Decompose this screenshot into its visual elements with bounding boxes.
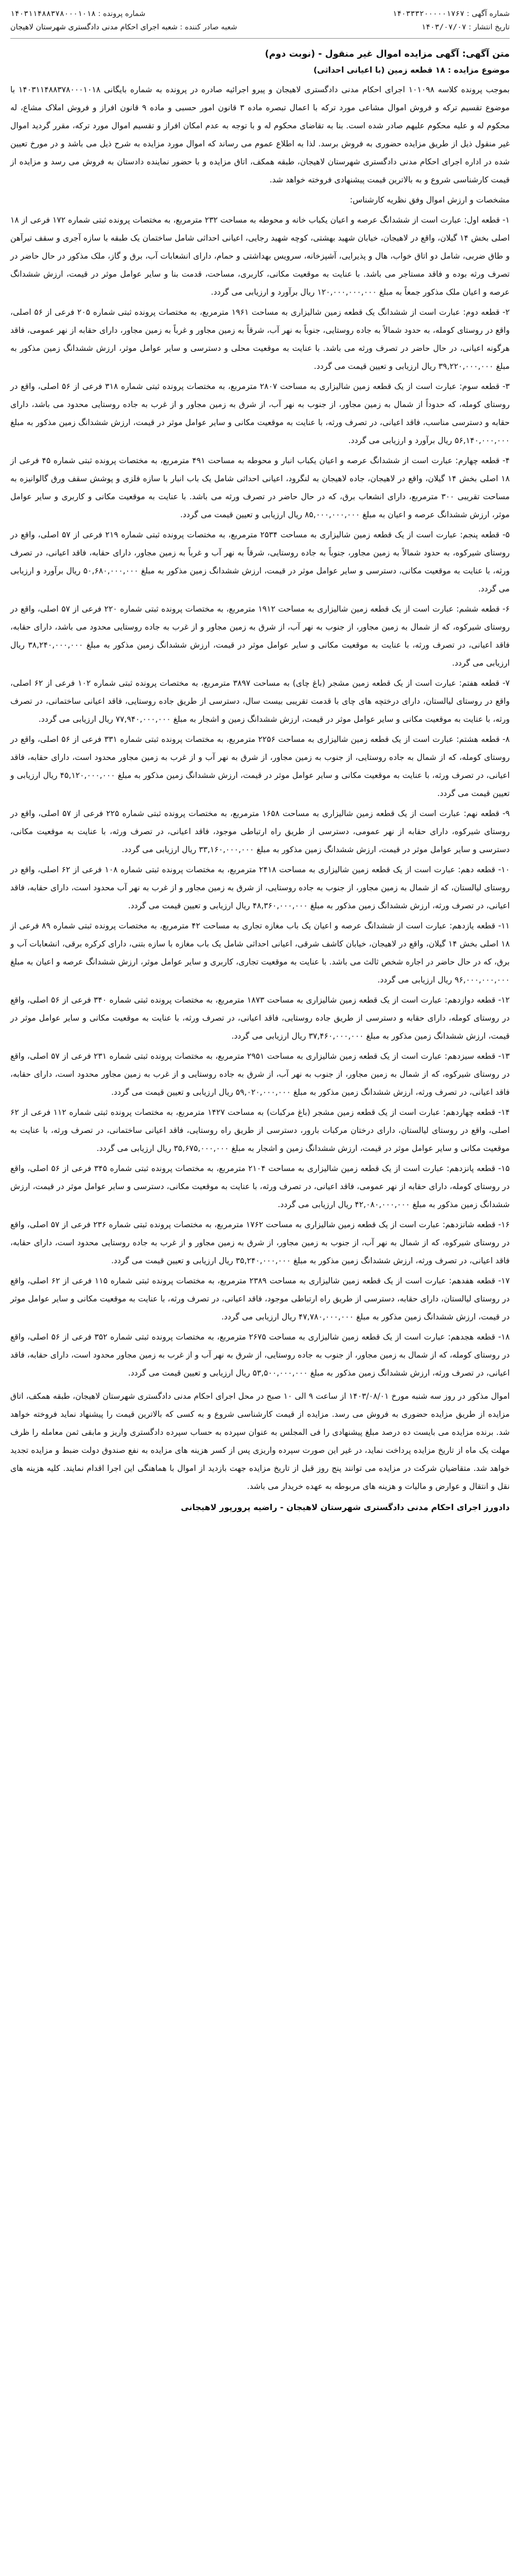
signature-line: دادورز اجرای احکام مدنی دادگستری شهرستان لاهیجان - راضیه پرورپور لاهیجانی	[181, 1502, 510, 1512]
property-item: ۶- قطعه ششم: عبارت است از یک قطعه زمین شالیزاری به مساحت ۱۹۱۲ مترمربع، به مختصات پرونده ثبتی شماره ۲۲۰ فرعی از ۵۷ اصلی، واقع در روستای شیرکوه، که از شمال به زمین مجاور، از جنوب به نهر آب، از شرق به زمین مجاور و از غرب به جاده روستایی محدود می باشد، دارای حقابه، فاقد اعیانی، در تصرف ورثه، با عنایت به موقعیت مکانی و سایر عوامل موثر در قیمت، ارزش ششدانگ زمین مذکور به مبلغ ۳۸,۲۴۰,۰۰۰,۰۰۰ ریال ارزیابی می گردد.	[10, 604, 510, 668]
property-item: ۱۶- قطعه شانزدهم: عبارت است از یک قطعه زمین شالیزاری به مساحت ۱۷۶۲ مترمربع، به مختصات پرونده ثبتی شماره ۲۳۶ فرعی از ۵۷ اصلی، واقع در روستای شیرکوه، که از شمال به نهر آب، از جنوب به زمین مجاور، از شرق به زمین مجاور و از غرب به جاده روستایی محدود است، دارای حقابه، فاقد اعیانی، در تصرف ورثه، ارزش ششدانگ زمین مذکور به مبلغ ۳۵,۲۴۰,۰۰۰,۰۰۰ ریال ارزیابی و تعیین قیمت می گردد.	[10, 1220, 510, 1265]
issuing-court	[10, 21, 237, 34]
register-number	[10, 7, 145, 21]
publish-date	[421, 21, 510, 34]
notice-subject: موضوع مزایده : ۱۸ قطعه زمین (با اعیانی احداثی)	[313, 65, 510, 75]
property-item: ۷- قطعه هفتم: عبارت است از یک قطعه زمین مشجر (باغ چای) به مساحت ۳۸۹۷ مترمربع، به مختصات پرونده ثبتی شماره ۱۰۲ فرعی از ۶۲ اصلی، واقع در روستای لیالستان، دارای درختچه های چای با قدمت تقریبی بیست سال، دسترسی از طریق جاده روستایی، فاقد اعیانی ساختمانی، در تصرف ورثه، با عنایت به موقعیت مکانی و سایر عوامل موثر در قیمت، ارزش ششدانگ زمین و اشجار به مبلغ ۷۷,۹۴۰,۰۰۰,۰۰۰ ریال ارزیابی می گردد.	[10, 679, 510, 724]
property-item: ۱۰- قطعه دهم: عبارت است از یک قطعه زمین شالیزاری به مساحت ۲۴۱۸ مترمربع، به مختصات پرونده ثبتی شماره ۱۰۸ فرعی از ۶۲ اصلی، واقع در روستای لیالستان، که از شمال به زمین مجاور، از جنوب به جاده روستایی، از شرق به زمین مجاور و از غرب به نهر آب محدود است، دارای حقابه، فاقد اعیانی، در تصرف ورثه، ارزش ششدانگ زمین مذکور به مبلغ ۴۸,۳۶۰,۰۰۰,۰۰۰ ریال ارزیابی و تعیین قیمت می گردد.	[10, 865, 510, 910]
notice-title: متن آگهی: آگهی مزایده اموال غیر منقول - (نوبت دوم)	[265, 49, 510, 59]
property-item: ۹- قطعه نهم: عبارت است از یک قطعه زمین شالیزاری به مساحت ۱۶۵۸ مترمربع، به مختصات پرونده ثبتی شماره ۲۲۵ فرعی از ۵۷ اصلی، واقع در روستای شیرکوه، دارای حقابه از نهر عمومی، دسترسی از طریق راه ارتباطی موجود، فاقد اعیانی، در تصرف ورثه، با عنایت به موقعیت مکانی، دسترسی و سایر عوامل موثر در قیمت، ارزش ششدانگ زمین مذکور به مبلغ ۳۳,۱۶۰,۰۰۰,۰۰۰ ریال ارزیابی می گردد.	[10, 809, 510, 854]
intro-paragraph: بموجب پرونده کلاسه ۱۰۱۰۹۸ اجرای احکام مدنی دادگستری لاهیجان و پیرو اجرائیه صادره در پرونده به شماره بایگانی ۱۴۰۳۱۱۴۸۸۳۷۸۰۰۰۱۰۱۸ با موضوع تقسیم ترکه و فروش اموال مشاعی مورد ترکه با اعمال تبصره ماده ۳ قانون امور حسبی و ماده ۹ قانون افراز و فروش املاک مشاع، له محکوم له و علیه محکوم علیهم صادر شده است. بنا به تقاضای محکوم له و با توجه به عدم امکان افراز و تقسیم اموال مورد ترکه، مقرر گردید اموال غیر منقول ذیل از طریق مزایده حضوری به فروش برسد. لذا به اطلاع عموم می رساند که اموال مورد مزایده به شرح ذیل می باشد و در مورخ تعیین شده در اداره اجرای احکام مدنی دادگستری شهرستان لاهیجان، طبقه همکف، اتاق مزایده و با حضور نماینده دادستان به فروش می رسد و مزایده از قیمت کارشناسی شروع و به بالاترین قیمت پیشنهادی فروخته خواهد شد.	[10, 85, 510, 184]
property-item: ۱۸- قطعه هجدهم: عبارت است از یک قطعه زمین شالیزاری به مساحت ۲۶۷۵ مترمربع، به مختصات پرونده ثبتی شماره ۳۵۲ فرعی از ۵۶ اصلی، واقع در روستای کومله، که از شمال به زمین مجاور، از جنوب به جاده روستایی، از شرق به نهر آب و از غرب به زمین مجاور محدود است، دارای حقابه، فاقد اعیانی، در تصرف ورثه، ارزش ششدانگ زمین مذکور به مبلغ ۵۳,۵۰۰,۰۰۰,۰۰۰ ریال ارزیابی و تعیین قیمت می گردد.	[10, 1332, 510, 1378]
property-item: ۱۳- قطعه سیزدهم: عبارت است از یک قطعه زمین شالیزاری به مساحت ۲۹۵۱ مترمربع، به مختصات پرونده ثبتی شماره ۲۳۱ فرعی از ۵۷ اصلی، واقع در روستای شیرکوه، که از شمال به زمین مجاور، از جنوب به نهر آب، از شرق به جاده روستایی و از غرب به زمین مجاور محدود است، دارای حقابه، فاقد اعیانی، در تصرف ورثه، ارزش ششدانگ زمین مذکور به مبلغ ۵۹,۰۲۰,۰۰۰,۰۰۰ ریال ارزیابی و تعیین قیمت می گردد.	[10, 1052, 510, 1097]
date-label: تاریخ انتشار :	[469, 23, 510, 31]
valuation-heading: مشخصات و ارزش اموال وفق نظریه کارشناس:	[350, 195, 510, 205]
property-item: ۸- قطعه هشتم: عبارت است از یک قطعه زمین شالیزاری به مساحت ۲۲۵۶ مترمربع، به مختصات پرونده ثبتی شماره ۳۳۱ فرعی از ۵۶ اصلی، واقع در روستای کومله، که از شمال به جاده روستایی، از جنوب به زمین مجاور، از شرق به نهر آب و از غرب به زمین مجاور محدود است، دارای حقابه، فاقد اعیانی، در تصرف ورثه، با عنایت به موقعیت مکانی و سایر عوامل موثر در قیمت، ارزش ششدانگ زمین مذکور به مبلغ ۴۵,۱۲۰,۰۰۰,۰۰۰ ریال ارزیابی و تعیین قیمت می گردد.	[10, 735, 510, 798]
property-item: ۱۲- قطعه دوازدهم: عبارت است از یک قطعه زمین شالیزاری به مساحت ۱۸۷۳ مترمربع، به مختصات پرونده ثبتی شماره ۳۴۰ فرعی از ۵۶ اصلی، واقع در روستای کومله، دارای حقابه و دسترسی از طریق جاده روستایی، فاقد اعیانی، در تصرف ورثه، با عنایت به موقعیت مکانی و سایر عوامل موثر در قیمت، ارزش ششدانگ زمین مذکور به مبلغ ۳۷,۴۶۰,۰۰۰,۰۰۰ ریال ارزیابی می گردد.	[10, 995, 510, 1041]
notice-body	[10, 81, 510, 1382]
auction-terms: اموال مذکور در روز سه شنبه مورخ ۱۴۰۳/۰۸/۰۱ از ساعت ۹ الی ۱۰ صبح در محل اجرای احکام مدنی دادگستری شهرستان لاهیجان، طبقه همکف، اتاق مزایده از طریق مزایده حضوری به فروش می رسد. مزایده از قیمت کارشناسی شروع و به کسی که بالاترین قیمت را پیشنهاد نماید فروخته خواهد شد. برنده مزایده می بایست ده درصد مبلغ پیشنهادی را فی المجلس به عنوان سپرده به حساب سپرده دادگستری واریز و مابقی ثمن معامله را ظرف مهلت یک ماه از تاریخ مزایده پرداخت نماید، در غیر این صورت سپرده واریزی پس از کسر هزینه های مزایده به نفع صندوق دولت ضبط و مزایده تجدید خواهد شد. متقاضیان شرکت در مزایده می توانند پنج روز قبل از تاریخ مزایده جهت بازدید از اموال با هماهنگی این اجرا اقدام نمایند. کلیه هزینه های نقل و انتقال و عوارض و مالیات و هزینه های مربوطه به عهده خریدار می باشد.	[10, 1392, 510, 1491]
serial-value: ۱۴۰۳۳۳۲۰۰۰۰۰۱۷۶۷	[392, 10, 465, 18]
property-item: ۱- قطعه اول: عبارت است از ششدانگ عرصه و اعیان یکباب خانه و محوطه به مساحت ۲۳۲ مترمربع، به مختصات پرونده ثبتی شماره ۱۷۲ فرعی از ۱۸ اصلی بخش ۱۴ گیلان، واقع در لاهیجان، خیابان شهید بهشتی، کوچه شهید رجایی، اعیانی احداثی شامل ساختمان یک طبقه با سازه آجری و سقف تیرآهن و طاق ضربی، شامل دو اتاق خواب، هال و پذیرایی، آشپزخانه، سرویس بهداشتی و حمام، دارای انشعابات آب، برق و گاز، ملک مذکور در حال حاضر در تصرف ورثه بوده و فاقد مستاجر می باشد. با عنایت به موقعیت مکانی، کاربری، مساحت، قدمت بنا و سایر عوامل موثر در قیمت، ارزش ششدانگ عرصه و اعیان ملک مذکور جمعاً به مبلغ ۱۲۰,۰۰۰,۰۰۰,۰۰۰ ریال برآورد و ارزیابی می گردد.	[10, 215, 510, 297]
court-value: شعبه اجرای احکام مدنی دادگستری شهرستان لاهیجان	[10, 23, 178, 31]
court-label: شعبه صادر کننده :	[180, 23, 237, 31]
property-item: ۱۱- قطعه یازدهم: عبارت است از ششدانگ عرصه و اعیان یک باب مغازه تجاری به مساحت ۴۲ مترمربع، به مختصات پرونده ثبتی شماره ۸۹ فرعی از ۱۸ اصلی بخش ۱۴ گیلان، واقع در لاهیجان، خیابان کاشف شرقی، اعیانی احداثی شامل یک باب مغازه با سازه بتنی، دارای کرکره برقی، انشعابات آب و برق، که در حال حاضر در اجاره شخص ثالث می باشد. با عنایت به موقعیت تجاری، کاربری و سایر عوامل موثر، ارزش ششدانگ عرصه و اعیان به مبلغ ۹۶,۰۰۰,۰۰۰,۰۰۰ ریال ارزیابی می گردد.	[10, 921, 510, 985]
date-value: ۱۴۰۳/۰۷/۰۷	[421, 23, 466, 31]
property-item: ۱۵- قطعه پانزدهم: عبارت است از یک قطعه زمین شالیزاری به مساحت ۲۱۰۴ مترمربع، به مختصات پرونده ثبتی شماره ۳۴۵ فرعی از ۵۶ اصلی، واقع در روستای کومله، دارای حقابه از نهر عمومی، فاقد اعیانی، در تصرف ورثه، با عنایت به موقعیت مکانی، دسترسی و سایر عوامل موثر در قیمت، ارزش ششدانگ زمین مذکور به مبلغ ۴۲,۰۸۰,۰۰۰,۰۰۰ ریال ارزیابی می گردد.	[10, 1164, 510, 1209]
property-item: ۴- قطعه چهارم: عبارت است از ششدانگ عرصه و اعیان یکباب انبار و محوطه به مساحت ۴۹۱ مترمربع، به مختصات پرونده ثبتی شماره ۴۵ فرعی از ۱۸ اصلی بخش ۱۴ گیلان، واقع در لاهیجان، جاده لاهیجان به لنگرود، اعیانی احداثی شامل یک باب انبار با سازه فلزی و پوشش سقف ورق گالوانیزه به مساحت تقریبی ۳۰۰ مترمربع، دارای انشعاب برق، که در حال حاضر در تصرف ورثه می باشد. با عنایت به موقعیت مکانی و کاربری و سایر عوامل موثر، ارزش ششدانگ عرصه و اعیان به مبلغ ۸۵,۰۰۰,۰۰۰,۰۰۰ ریال ارزیابی و تعیین قیمت می گردد.	[10, 456, 510, 519]
notice-header	[10, 7, 510, 39]
serial-label: شماره آگهی :	[466, 10, 510, 18]
register-value: ۱۴۰۳۱۱۴۸۸۳۷۸۰۰۰۱۰۱۸	[10, 10, 96, 18]
property-item: ۱۷- قطعه هفدهم: عبارت است از یک قطعه زمین شالیزاری به مساحت ۲۳۸۹ مترمربع، به مختصات پرونده ثبتی شماره ۱۱۵ فرعی از ۶۲ اصلی، واقع در روستای لیالستان، دارای حقابه، دسترسی از طریق راه ارتباطی موجود، فاقد اعیانی، در تصرف ورثه، با عنایت به موقعیت مکانی و سایر عوامل موثر در قیمت، ارزش ششدانگ زمین مذکور به مبلغ ۴۷,۷۸۰,۰۰۰,۰۰۰ ریال ارزیابی می گردد.	[10, 1276, 510, 1321]
property-item: ۱۴- قطعه چهاردهم: عبارت است از یک قطعه زمین مشجر (باغ مرکبات) به مساحت ۱۴۲۷ مترمربع، به مختصات پرونده ثبتی شماره ۱۱۲ فرعی از ۶۲ اصلی، واقع در روستای لیالستان، دارای درختان مرکبات بارور، دسترسی از طریق راه روستایی، فاقد اعیانی ساختمانی، در تصرف ورثه، با عنایت به موقعیت مکانی و سایر عوامل موثر در قیمت، ارزش ششدانگ زمین و اشجار به مبلغ ۳۵,۶۷۵,۰۰۰,۰۰۰ ریال ارزیابی می گردد.	[10, 1108, 510, 1153]
header-row-2	[10, 21, 510, 34]
serial-number	[392, 7, 510, 21]
register-label: شماره پرونده :	[98, 10, 146, 18]
property-item: ۲- قطعه دوم: عبارت است از ششدانگ یک قطعه زمین شالیزاری به مساحت ۱۹۶۱ مترمربع، به مختصات پرونده ثبتی شماره ۲۰۵ فرعی از ۵۶ اصلی، واقع در روستای کومله، به حدود شمالاً به جاده روستایی، جنوباً به نهر آب، شرقاً به زمین مجاور و غرباً به زمین مجاور، دارای حقابه از نهر عمومی، فاقد هرگونه اعیانی، در حال حاضر در تصرف ورثه می باشد. با عنایت به موقعیت محلی و دسترسی و سایر عوامل موثر، ارزش ششدانگ زمین مذکور به مبلغ ۳۹,۲۲۰,۰۰۰,۰۰۰ ریال ارزیابی و تعیین قیمت می گردد.	[10, 308, 510, 371]
notice-footer	[10, 1387, 510, 1516]
property-item: ۳- قطعه سوم: عبارت است از یک قطعه زمین شالیزاری به مساحت ۲۸۰۷ مترمربع، به مختصات پرونده ثبتی شماره ۳۱۸ فرعی از ۵۶ اصلی، واقع در روستای کومله، که حدوداً از شمال به زمین مجاور، از جنوب به نهر آب، از شرق به زمین مجاور و از غرب به جاده روستایی محدود می باشد، دارای حقابه و دسترسی مناسب، فاقد اعیانی، در تصرف ورثه، با عنایت به موقعیت مکانی و سایر عوامل موثر در قیمت، ارزش ششدانگ زمین مذکور به مبلغ ۵۶,۱۴۰,۰۰۰,۰۰۰ ریال برآورد و ارزیابی می گردد.	[10, 382, 510, 445]
header-row-1	[10, 7, 510, 21]
property-item: ۵- قطعه پنجم: عبارت است از یک قطعه زمین شالیزاری به مساحت ۲۵۳۴ مترمربع، به مختصات پرونده ثبتی شماره ۲۱۹ فرعی از ۵۷ اصلی، واقع در روستای شیرکوه، به حدود شمالاً به زمین مجاور، جنوباً به جاده روستایی، شرقاً به نهر آب و غرباً به زمین مجاور، دارای حقابه، فاقد اعیانی، در تصرف ورثه، با عنایت به موقعیت مکانی، دسترسی و سایر عوامل موثر در قیمت، ارزش ششدانگ زمین مذکور به مبلغ ۵۰,۶۸۰,۰۰۰,۰۰۰ ریال برآورد و ارزیابی می گردد.	[10, 530, 510, 594]
